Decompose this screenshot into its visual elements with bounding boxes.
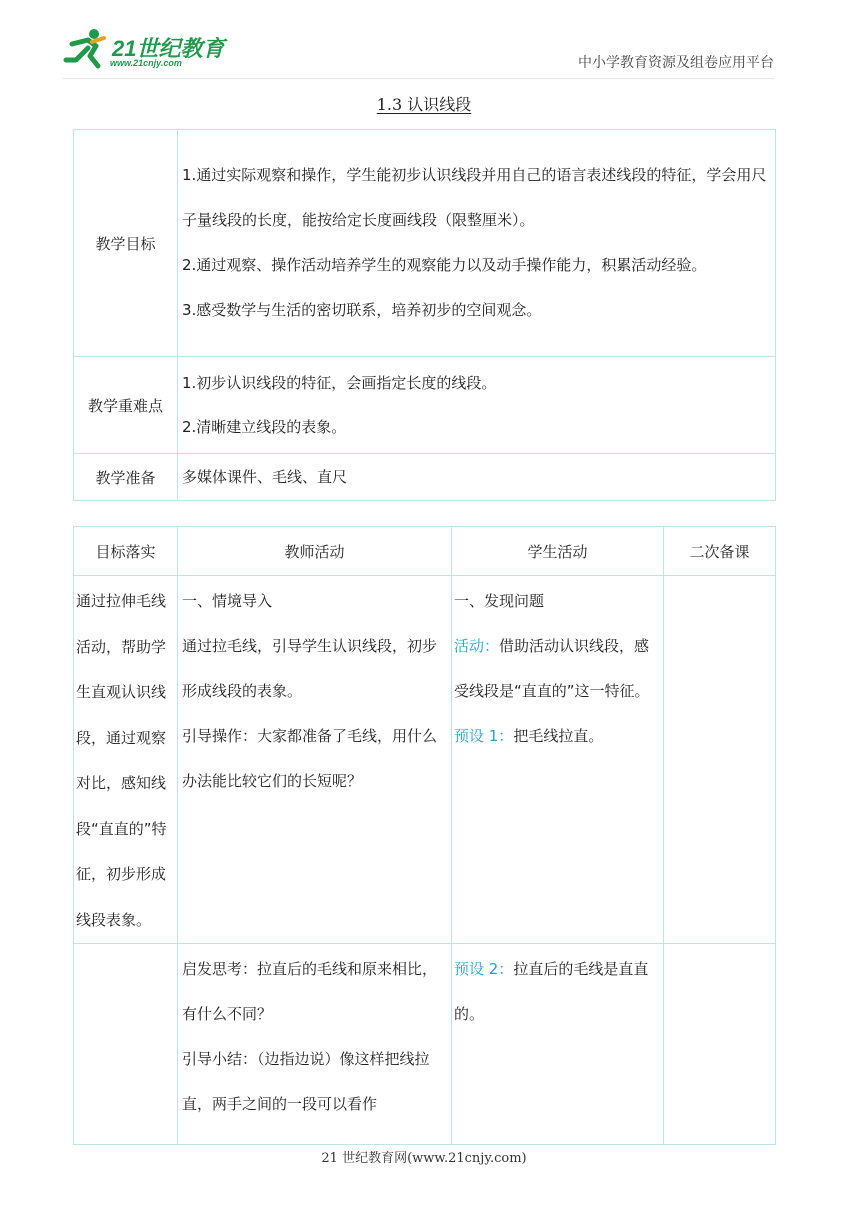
notes-cell [664,576,776,944]
objective-item: 1.通过实际观察和操作，学生能初步认识线段并用自己的语言表述线段的特征，学会用尺子量线段的长度，能按给定长度画线段（限整厘米）。 [182,166,767,229]
student-heading: 一、发现问题 [454,592,545,610]
student-cell [452,944,664,1145]
key-points-label: 教学重难点 [74,357,178,454]
key-point-item: 2.清晰建立线段的表象。 [182,418,347,436]
activity-row-2 [74,944,776,1145]
preset-1 [454,714,661,759]
logo-url: www.21cnjy.com [110,58,182,68]
student-cell [452,576,664,944]
key-point-item: 1.初步认识线段的特征，会画指定长度的线段。 [182,374,497,392]
page-header [0,0,860,90]
teacher-cell [178,576,452,944]
site-logo[interactable] [62,26,232,76]
key-points-content [178,357,776,454]
objectives-row [74,130,776,357]
header-teacher: 教师活动 [178,527,452,576]
preset-1-label: 预设 1： [454,727,514,745]
lesson-info-table [73,129,776,501]
activity-text: 借助活动认识线段，感受线段是“直直的”这一特征。 [454,637,650,700]
page-footer: 21 世纪教育网(www.21cnjy.com) [321,1151,527,1166]
preset-2 [454,947,661,1037]
header-student: 学生活动 [452,527,664,576]
objectives-content [178,130,776,357]
student-activity [454,624,661,714]
objectives-label: 教学目标 [74,130,178,357]
header-goal: 目标落实 [74,527,178,576]
teacher-item: 启发思考：拉直后的毛线和原来相比，有什么不同？ [182,960,438,1023]
goal-cell-empty [74,944,178,1145]
teacher-item: 引导小结：（边指边说）像这样把线拉直，两手之间的一段可以看作 [182,1050,430,1113]
teacher-item: 通过拉毛线，引导学生认识线段，初步形成线段的表象。 [182,637,438,700]
prep-content: 多媒体课件、毛线、直尺 [178,454,776,501]
document-title: 1.3 认识线段 [376,95,472,114]
platform-name: 中小学教育资源及组卷应用平台 [578,55,774,71]
notes-cell [664,944,776,1145]
runner-icon [62,26,110,70]
activity-label: 活动： [454,637,500,655]
prep-row [74,454,776,501]
preset-2-label: 预设 2： [454,960,514,978]
header-notes: 二次备课 [664,527,776,576]
activity-table [73,526,776,1145]
teacher-item: 一、情境导入 [182,592,273,610]
logo-text: 21世纪教育 [112,36,225,61]
key-points-row [74,357,776,454]
goal-cell [74,576,178,944]
teacher-item: 引导操作：大家都准备了毛线，用什么办法能比较它们的长短呢？ [182,727,438,790]
header-divider [62,78,774,79]
objective-item: 3.感受数学与生活的密切联系，培养初步的空间观念。 [182,301,542,319]
activity-header-row [74,527,776,576]
preset-1-text: 把毛线拉直。 [513,727,604,745]
prep-label: 教学准备 [74,454,178,501]
activity-row-1 [74,576,776,944]
goal-text: 通过拉伸毛线活动，帮助学生直观认识线段，通过观察对比，感知线段“直直的”特征，初步形成线段表象。 [76,592,167,929]
objective-item: 2.通过观察、操作活动培养学生的观察能力以及动手操作能力，积累活动经验。 [182,256,707,274]
preset-2-text: 拉直后的毛线是直直的。 [454,960,649,1023]
teacher-cell [178,944,452,1145]
